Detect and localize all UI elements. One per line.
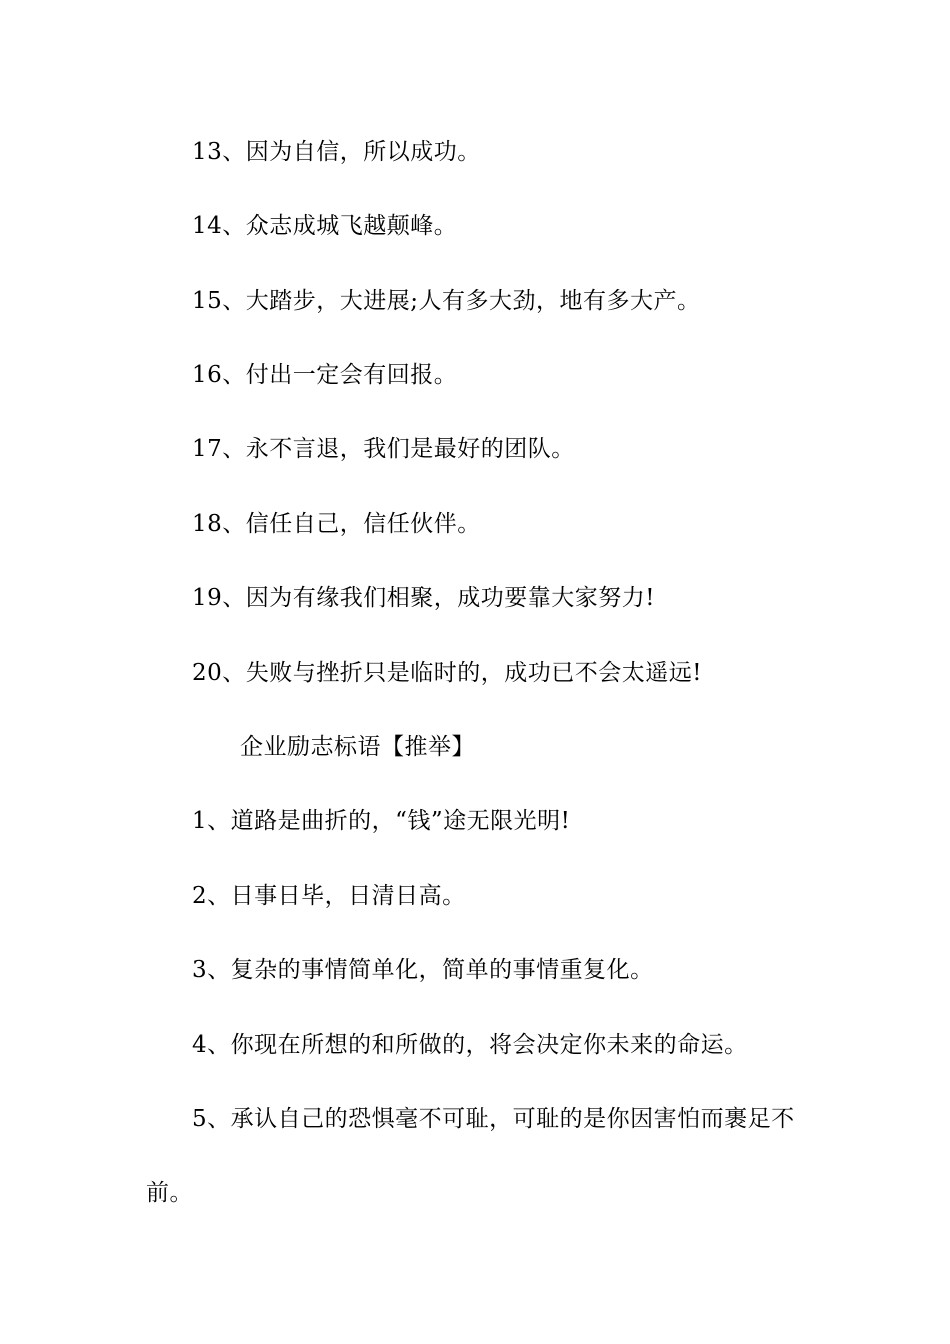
- list-item-2: 2、日事日毕，日清日高。: [192, 883, 466, 909]
- list-item-3: 3、复杂的事情简单化，简单的事情重复化。: [192, 957, 654, 983]
- list-item-15: 15、大踏步，大进展;人有多大劲，地有多大产。: [192, 288, 701, 314]
- list-item-17: 17、永不言退，我们是最好的团队。: [192, 436, 575, 462]
- list-item-13: 13、因为自信，所以成功。: [192, 139, 481, 165]
- list-item-4: 4、你现在所想的和所做的，将会决定你未来的命运。: [192, 1032, 748, 1058]
- list-item-19: 19、因为有缘我们相聚，成功要靠大家努力!: [192, 585, 656, 611]
- list-item-20: 20、失败与挫折只是临时的，成功已不会太遥远!: [192, 660, 703, 686]
- list-item-5: 5、承认自己的恐惧毫不可耻，可耻的是你因害怕而裹足不: [192, 1106, 795, 1132]
- list-item-5-continuation: 前。: [146, 1180, 193, 1206]
- list-item-1: 1、道路是曲折的，“钱”途无限光明!: [192, 808, 571, 834]
- list-item-18: 18、信任自己，信任伙伴。: [192, 511, 481, 537]
- list-item-14: 14、众志成城飞越颠峰。: [192, 213, 458, 239]
- section-heading: 企业励志标语【推举】: [240, 734, 475, 760]
- list-item-16: 16、付出一定会有回报。: [192, 362, 458, 388]
